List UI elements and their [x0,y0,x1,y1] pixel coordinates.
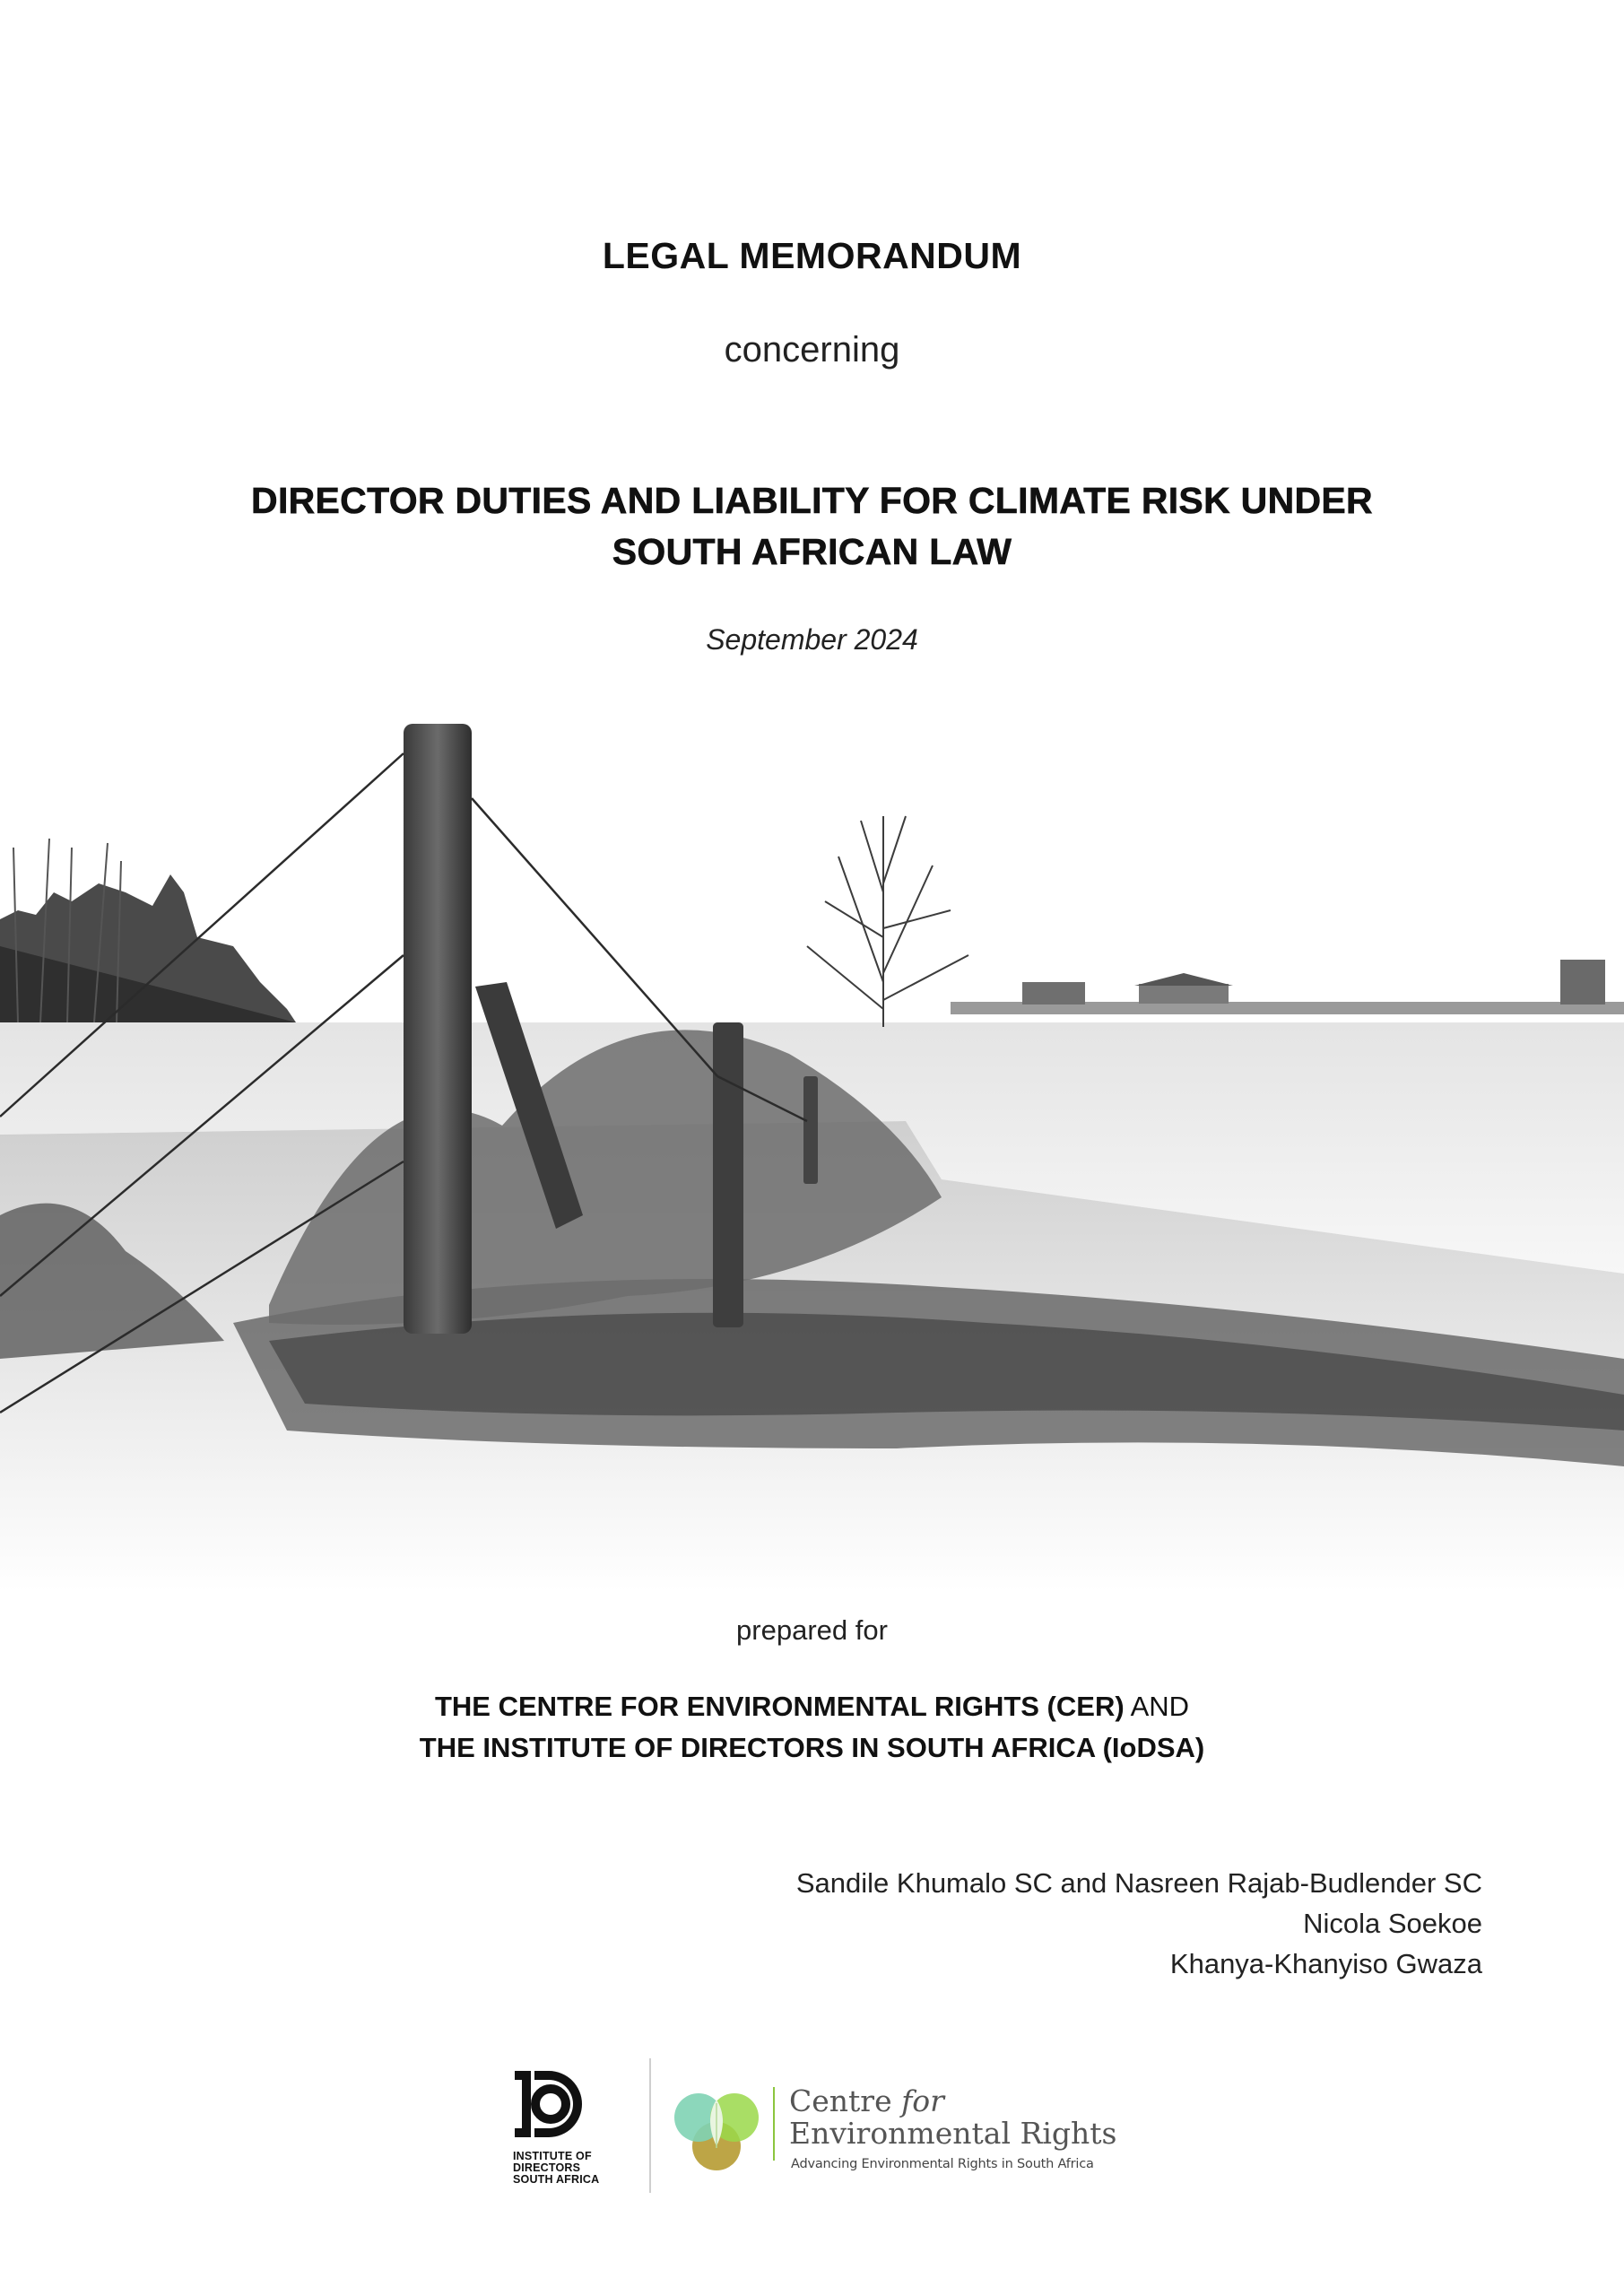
main-post [404,724,472,1334]
author-line: Nicola Soekoe [1303,1908,1482,1939]
document-date: September 2024 [706,623,918,656]
title-line-1: DIRECTOR DUTIES AND LIABILITY FOR CLIMATE RISK UNDER [251,480,1373,521]
cer-leaf-icon [672,2083,761,2173]
recipient-iodsa: THE INSTITUTE OF DIRECTORS IN SOUTH AFRICA (IoDSA) [419,1732,1205,1763]
authors-list [796,1863,1482,1984]
cer-wordmark: Centre for Environmental Rights [789,2083,1117,2151]
title-line-2: SOUTH AFRICAN LAW [612,531,1012,572]
iodsa-logo [513,2069,612,2186]
back-post-1 [713,1022,743,1327]
connector-text: concerning [724,330,900,370]
iod-mark-icon [513,2069,585,2139]
partner-logos [513,2058,1141,2202]
author-line: Khanya-Khanyiso Gwaza [1169,1948,1482,1979]
document-title [0,475,1624,578]
document-type-heading: LEGAL MEMORANDUM [602,235,1022,276]
logo-divider [649,2058,651,2193]
cer-accent-bar [773,2087,775,2161]
back-post-2 [803,1076,818,1184]
cover-photo [0,713,1624,1592]
cer-tagline: Advancing Environmental Rights in South Africa [791,2157,1094,2171]
prepared-for-label: prepared for [736,1614,888,1646]
iodsa-wordmark: INSTITUTE OF DIRECTORS SOUTH AFRICA [513,2150,600,2186]
recipients [0,1686,1624,1769]
recipient-cer: THE CENTRE FOR ENVIRONMENTAL RIGHTS (CER) AND [434,1691,1190,1722]
author-line: Sandile Khumalo SC and Nasreen Rajab-Budlender SC [795,1867,1482,1899]
